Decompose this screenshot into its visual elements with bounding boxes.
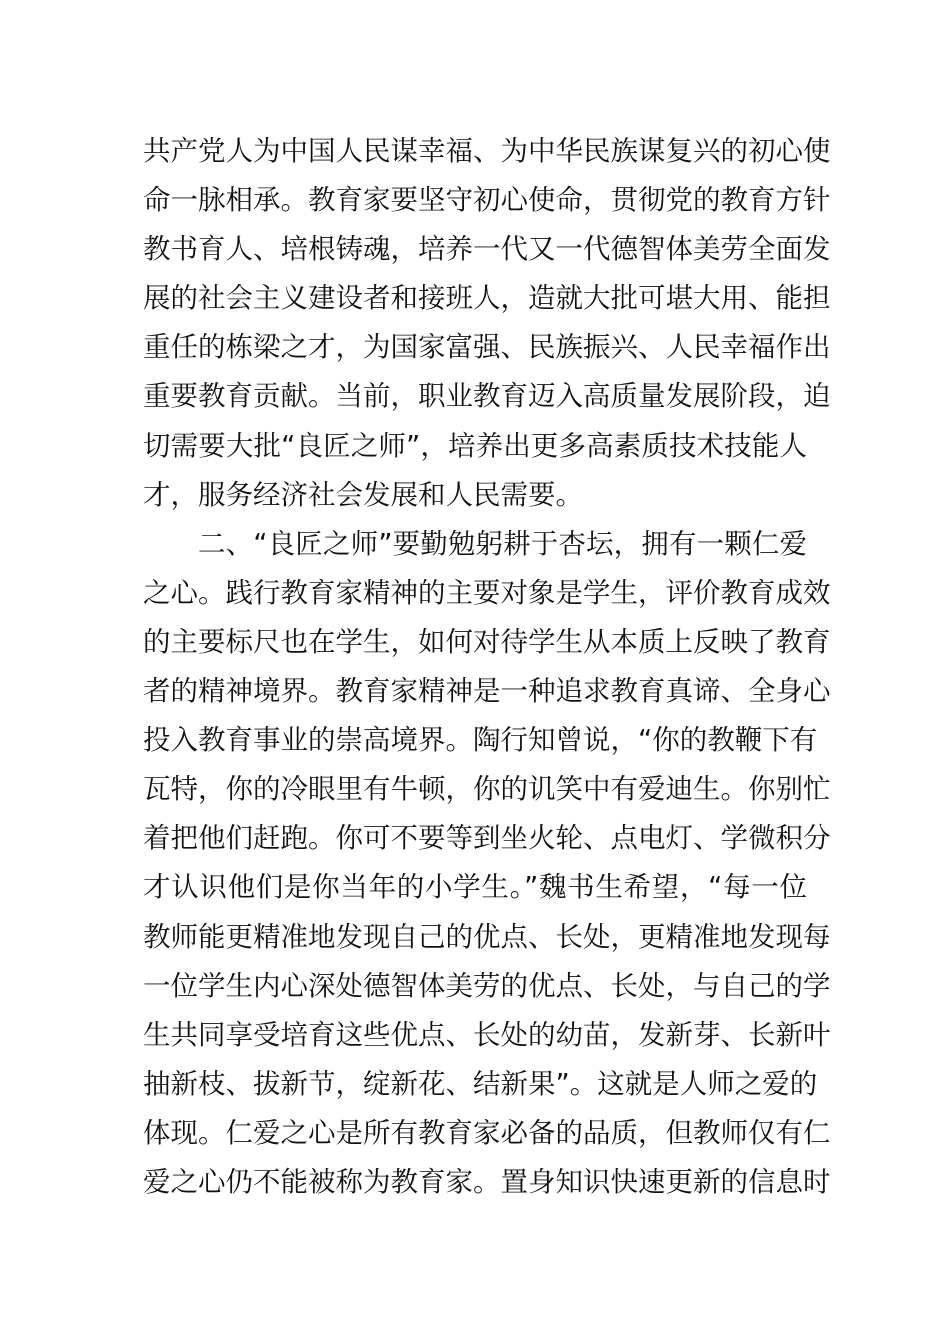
text-line: 命一脉相承。教育家要坚守初心使命，贯彻党的教育方针 xyxy=(143,184,831,217)
text-line: 体现。仁爱之心是所有教育家必备的品质，但教师仅有仁 xyxy=(143,1116,831,1149)
text-line: 的主要标尺也在学生，如何对待学生从本质上反映了教育 xyxy=(143,625,831,658)
text-line: 者的精神境界。教育家精神是一种追求教育真谛、全身心 xyxy=(143,675,831,708)
text-line: 二、“良匠之师”要勤勉躬耕于杏坛，拥有一颗仁爱 xyxy=(198,527,807,560)
text-line: 着把他们赶跑。你可不要等到坐火轮、点电灯、学微积分 xyxy=(143,822,831,855)
paragraph-2 xyxy=(143,520,831,1207)
text-line: 切需要大批“良匠之师”，培养出更多高素质技术技能人 xyxy=(143,429,807,462)
paragraph-1 xyxy=(143,127,831,520)
text-line: 一位学生内心深处德智体美劳的优点、长处，与自己的学 xyxy=(143,969,831,1002)
text-line: 重要教育贡献。当前，职业教育迈入高质量发展阶段，迫 xyxy=(143,380,831,413)
text-line: 展的社会主义建设者和接班人，造就大批可堪大用、能担 xyxy=(143,282,831,315)
body-text xyxy=(143,127,831,1207)
text-line: 生共同享受培育这些优点、长处的幼苗，发新芽、长新叶 xyxy=(143,1018,831,1051)
text-line: 之心。践行教育家精神的主要对象是学生，评价教育成效 xyxy=(143,576,831,609)
text-line: 重任的栋梁之才，为国家富强、民族振兴、人民幸福作出 xyxy=(143,331,831,364)
text-line: 共产党人为中国人民谋幸福、为中华民族谋复兴的初心使 xyxy=(143,135,831,167)
text-line: 瓦特，你的冷眼里有牛顿，你的讥笑中有爱迪生。你别忙 xyxy=(143,773,831,806)
text-line: 爱之心仍不能被称为教育家。置身知识快速更新的信息时 xyxy=(143,1165,831,1198)
text-line: 才认识他们是你当年的小学生。”魏书生希望，“每一位 xyxy=(143,871,807,904)
text-line: 才，服务经济社会发展和人民需要。 xyxy=(143,478,583,511)
text-line: 教书育人、培根铸魂，培养一代又一代德智体美劳全面发 xyxy=(143,233,831,266)
text-line: 抽新枝、拔新节，绽新花、结新果”。这就是人师之爱的 xyxy=(143,1067,818,1100)
text-line: 教师能更精准地发现自己的优点、长处，更精准地发现每 xyxy=(143,920,831,953)
text-line: 投入教育事业的崇高境界。陶行知曾说，“你的教鞭下有 xyxy=(143,724,818,757)
